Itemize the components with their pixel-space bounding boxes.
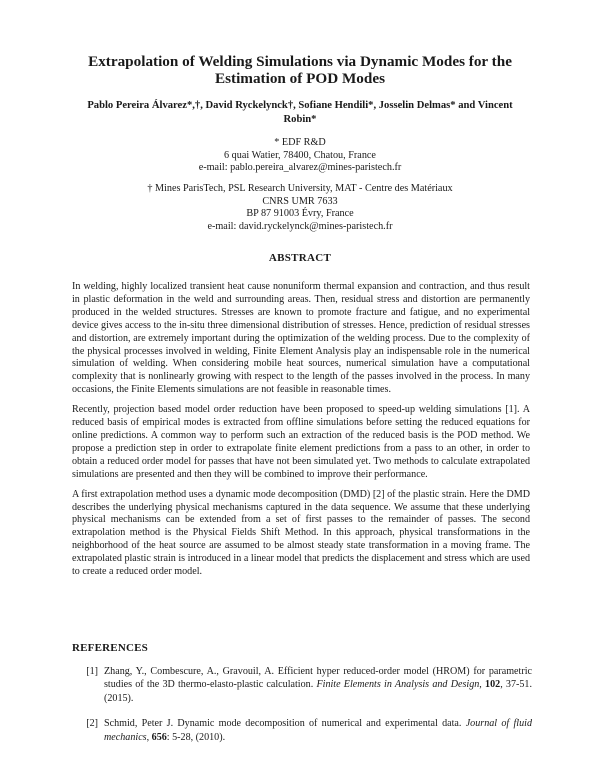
reference-text: Zhang, Y., Combescure, A., Gravouil, A. Efficient hyper reduced-order model (HROM) for parametric studies of the 3D thermo-elasto-plastic calculation. Finite Elements in Analysis and Design, 102, 37-51. (2015).	[104, 666, 533, 704]
reference-list	[72, 665, 532, 756]
abstract-paragraph: Recently, projection based model order reduction have been proposed to speed-up welding simulations [1]. A reduced basis of empirical modes is extracted from offline simulations before setting the reduced equations for online predictions. A common way to perform such an extraction of the reduced basis is the POD method. We propose a prediction step in order to extrapolate finite element predictions from a pass to an other, in order to obtain a reduced order model for passes that have not been simulated yet. Two methods to calculate extrapolated simulations are presented and then they will be combined to improve their performance.	[72, 404, 530, 480]
affiliation-line: BP 87 91003 Évry, France	[246, 208, 354, 219]
reference-number: [2]	[86, 718, 98, 730]
paper-title: Extrapolation of Welding Simulations via Dynamic Modes for the Estimation of POD Modes	[88, 53, 512, 87]
affiliation-email: e-mail: david.ryckelynck@mines-paristech.fr	[207, 220, 393, 232]
reference-item	[72, 665, 532, 705]
author-list: Pablo Pereira Álvarez*,†, David Ryckelynck†, Sofiane Hendili*, Josselin Delmas* and Vincent Robin*	[87, 100, 513, 125]
affiliation-edf	[120, 137, 480, 175]
reference-number: [1]	[86, 666, 98, 677]
abstract-body	[72, 281, 530, 586]
affiliation-line: CNRS UMR 7633	[262, 195, 338, 207]
affiliation-email: e-mail: pablo.pereira_alvarez@mines-paristech.fr	[198, 162, 402, 173]
references-heading: REFERENCES	[72, 642, 148, 654]
abstract-heading: ABSTRACT	[268, 252, 332, 264]
abstract-paragraph: A first extrapolation method uses a dynamic mode decomposition (DMD) [2] of the plastic strain. Here the DMD describes the underlying physical mechanisms captured in the data sequence. We assume that these underlying physical mechanisms can be extended from a set of first passes to the remainder of passes. The second extrapolation method is the Physical Fields Shift Method. In this approach, physical transformations in the neighborhood of the heat source are assumed to be almost steady state transformation in a moving frame. The extrapolated plastic strain is introduced in a linear model that predicts the displacement and stress which are used to create a reduced order model.	[72, 488, 530, 578]
reference-volume: 656	[151, 731, 167, 743]
reference-text: Schmid, Peter J. Dynamic mode decomposition of numerical and experimental data. Journal of fluid mechanics, 656: 5-28, (2010).	[104, 718, 532, 743]
affiliation-line: 6 quai Watier, 78400, Chatou, France	[224, 149, 376, 161]
affiliation-line: † Mines ParisTech, PSL Research University, MAT - Centre des Matériaux	[147, 183, 453, 194]
reference-journal: Finite Elements in Analysis and Design	[316, 679, 480, 691]
reference-journal: Journal of fluid mechanics	[104, 718, 532, 743]
reference-volume: 102	[485, 679, 501, 691]
reference-item	[72, 717, 532, 744]
abstract-paragraph: In welding, highly localized transient heat cause nonuniform thermal expansion and contraction, and thus result in plastic deformation in the weld and surrounding areas. Then, residual stress and distortion are permanently produced in the welded structures. Stresses are known to promote fracture and fatigue, and no experimental device gives access to the in-situ three dimensional distribution of stresses. Hence, prediction of residual stresses and distortion, are extremely important during the optimization of the welding process. Due to the complexity of the physical processes involved in welding, Finite Element Analysis play an indispensable role in the numerical simulation of welding. When considering mobile heat sources, numerical simulation have a computational complexity that is nonlinearly growing with respect to the length of the passes involved in the process. In many occasions, the Finite Elements simulations are not feasible in reasonable times.	[72, 281, 530, 396]
affiliation-line: * EDF R&D	[274, 137, 326, 148]
affiliation-mines	[120, 183, 480, 233]
